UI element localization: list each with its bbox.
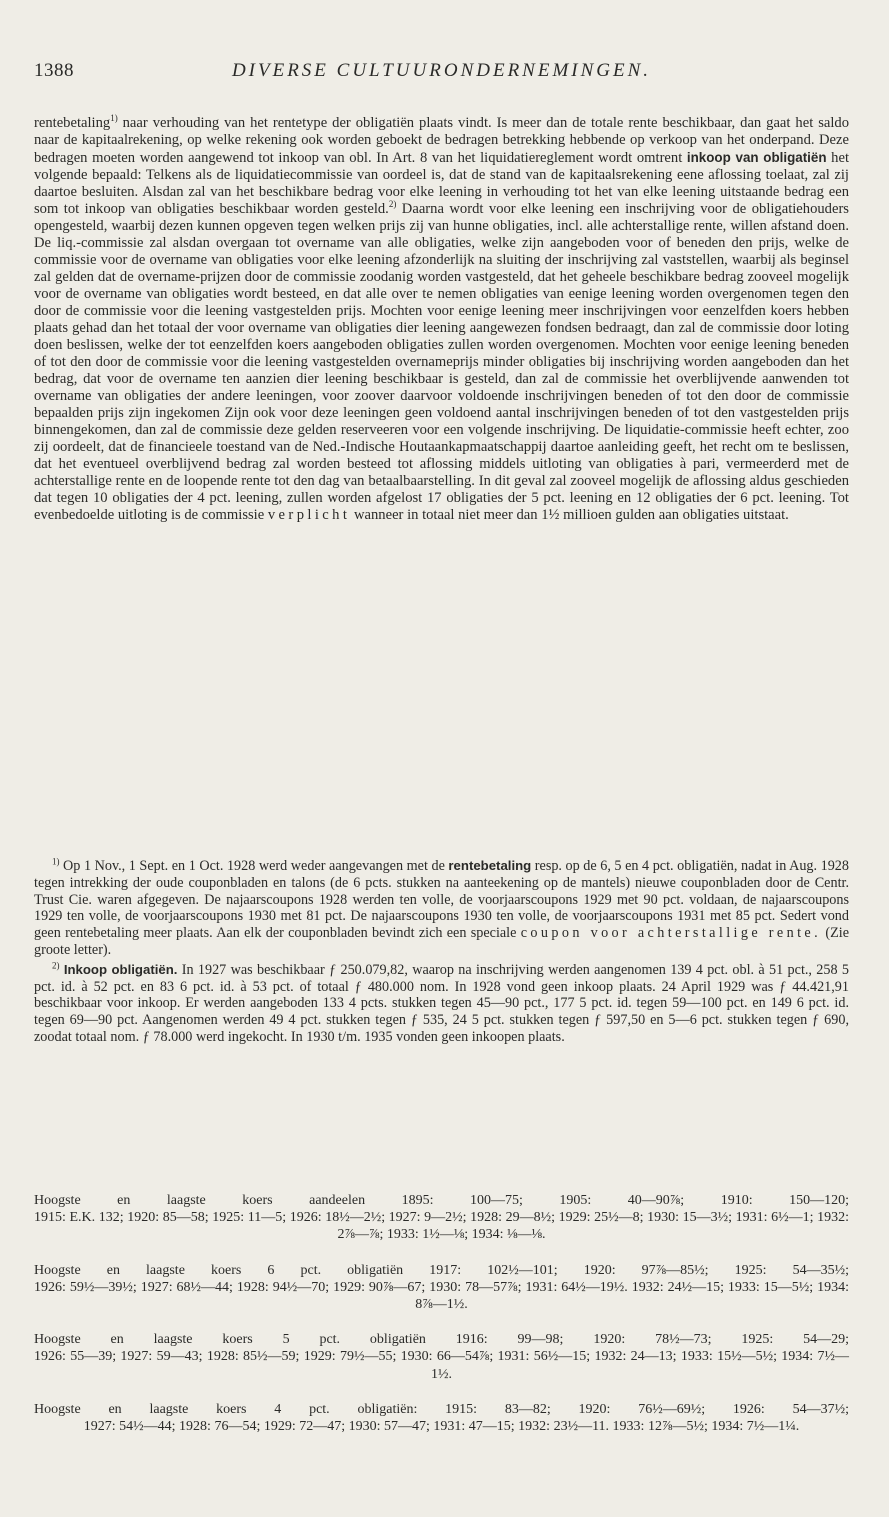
footnote-ref-2: 2) [388, 199, 397, 210]
quote-5pct [34, 1331, 849, 1383]
body-text-2: naar verhouding van het rentetype der obligatiën plaats vindt. Is meer dan de totale rente beschikbaar, dan gaat het saldo naar de kapitaalrekening, op welke rekening ook worden geboekt de bedragen betrekking hebbende op verkoop van het onderpand. Deze bedragen moeten worden aangewend tot inkoop van obl. In Art. 8 van het liquidatiereglement wordt omtrent [34, 115, 849, 166]
quote-6pct-lead: Hoogste en laagste koers 6 pct. obligatiën 1917: 102½—101; 1920: 97⅞—85½; 1925: 54—35½; [34, 1262, 849, 1278]
body-text-5: wanneer in totaal niet meer dan 1½ millioen gulden aan obligaties uitstaat. [350, 507, 789, 523]
footnote-2 [34, 962, 849, 1046]
spaced-word-verplicht: verplicht [267, 507, 351, 523]
quote-6pct-rest: 1926: 59½—39½; 1927: 68½—44; 1928: 94½—70; 1929: 90⅞—67; 1930: 78—57⅞; 1931: 64½—19½. 1932: 24½—15; 1933: 15—5½; 1934: 8⅞—1½. [34, 1279, 849, 1313]
bold-term-inkoop: inkoop van obligatiën [686, 150, 827, 165]
body-text-3: het volgende bepaald: Telkens als de liquidatiecommissie van oordeel is, dat de stand van de kapitaalsrekening eene aflossing toelaat, zal zij daartoe besluiten. Alsdan zal van het beschikbare bedrag voor elke leening in verhouding tot het van elke leening uitstaande bedrag een som tot inkoop van obligaties beschikbaar worden gesteld. [34, 150, 849, 217]
quote-aandeelen-lead: Hoogste en laagste koers aandeelen 1895: 100—75; 1905: 40—90⅞; 1910: 150—120; [34, 1193, 849, 1208]
footnotes [34, 858, 849, 1049]
footnote-1-text-b: resp. op de 6, 5 en 4 pct. obligatiën, nadat in Aug. 1928 tegen intrekking der oude couponbladen en talons (de 6 pcts. stukken na aanteekening op de mantels) nieuwe couponbladen door de Centr. Trust Cie. waren afgegeven. De najaarscoupons 1928 werden ten volle, de voorjaarscoupons 1929 met 90 pct. voldaan, de najaarscoupons 1929 ten volle, de voorjaarscoupons 1930 met 81 pct. De najaarscoupons 1930 ten volle, de voorjaarscoupons 1931 met 85 pct. Sedert vond geen rentebetaling meer plaats. Aan elk der couponbladen bevindt zich een speciale [34, 858, 849, 942]
quote-aandeelen [34, 1192, 849, 1244]
footnote-2-text: In 1927 was beschikbaar ƒ 250.079,82, waarop na inschrijving werden aangenomen 139 4 pct. obl. à 51 pct., 258 5 pct. id. à 52 pct. en 83 6 pct. id. à 53 pct. of totaal ƒ 480.000 nom. In 1928 vond geen inkoop plaats. 24 April 1929 was ƒ 44.421,91 beschikbaar voor inkoop. Er werden aangeboden 133 4 pcts. stukken tegen 45—90 pct., 177 5 pct. id. tegen 59—100 pct. en 149 6 pct. id. tegen 69—90 pct. Aangenomen werden 49 4 pct. stukken tegen ƒ 535, 24 5 pct. stukken tegen ƒ 597,50 en 5—6 pct. stukken tegen ƒ 690, zoodat totaal nom. ƒ 78.000 werd ingekocht. In 1930 t/m. 1935 vonden geen inkoopen plaats. [34, 961, 850, 1045]
footnote-2-bold: Inkoop obligatiën. [63, 961, 178, 977]
quote-5pct-rest: 1926: 55—39; 1927: 59—43; 1928: 85½—59; 1929: 79½—55; 1930: 66—54⅞; 1931: 56½—15; 1932: 24—13; 1933: 15½—5½; 1934: 7½—1½. [34, 1349, 849, 1382]
footnote-1 [34, 858, 849, 959]
body-text-4: Daarna wordt voor elke leening een inschrijving voor de obligatiehouders opengesteld, waarbij dezen kunnen opgeven tegen welken prijs zij van hunne obligaties, incl. alle achterstallige rente, willen afstand doen. De liq.-commissie zal alsdan overgaan tot overname van alle obligaties, welke zijn aangeboden voor of beneden den prijs, welke de commissie voor de overname van obligaties voor elke leening afzonderlijk na sluiting der inschrijving zal vaststellen, waarbij als beginsel zal gelden dat de overname-prijzen door de commissie zoodanig worden vastgesteld, dat het geheele beschikbare bedrag zooveel mogelijk voor de overname van obligaties wordt besteed, en dat alle over te nemen obligaties van eenige leening worden overgenomen tegen den door de commissie voor die leening vastgestelden prijs. Mochten voor eenige leening meer inschrijvingen voor eenzelfden koers hebben plaats gehad dan het totaal der voor overname van obligaties dier leening aangewezen fondsen bedraagt, dan zal de commissie door loting doen beslissen, welke der tot eenzelfden koers aangeboden obligaties zullen worden overgenomen. Mochten voor eenige leening beneden of tot den door de commissie voor die leening vastgestelden overnameprijs minder obligaties bij inschrijving worden aangeboden dan het bedrag, dat voor de overname ten aanzien dier leening beschikbaar is gesteld, dan zal de commissie het overblijvende aanwenden tot overname van obligaties der andere leeningen, voor zoover daarvoor voldoende inschrijvingen beneden of tot den door de commissie bepaalden prijs zijn ingekomen Zijn ook voor deze leeningen geen voldoend aantal inschrijvingen beneden of tot den vastgestelden prijs binnengekomen, dan zal de commissie deze gelden reserveeren voor een volgende inschrijving. De liquidatie-commissie heeft echter, zoo zij oordeelt, dat de financieele toestand van de Ned.-Indische Houtaankapmaatschappij daartoe aanleiding geeft, het recht om te beslissen, dat het eventueel overblijvend bedrag zal worden besteed tot aflossing middels uitloting van obligaties à pari, vermeerderd met de achterstallige rente en de loopende rente tot den dag van betaalbaarstelling. In dit geval zal zooveel mogelijk de aflossing aldus geschieden dat tegen 10 obligaties der 4 pct. leening, zullen worden afgelost 17 obligaties der 5 pct. leening en 12 obligaties der 6 pct. leening. Tot evenbedoelde uitloting is de commissie [34, 201, 849, 523]
footnote-1-bold: rentebetaling [448, 858, 532, 873]
main-paragraph [34, 115, 849, 524]
quote-aandeelen-rest: 1915: E.K. 132; 1920: 85—58; 1925: 11—5; 1926: 18½—2½; 1927: 9—2½; 1928: 29—8½; 1929: 25½—8; 1930: 15—3½; 1931: 6½—1; 1932: 2⅞—⅞; 1933: 1½—⅛; 1934: ⅛—⅛. [34, 1210, 849, 1243]
quote-6pct [34, 1262, 849, 1314]
footnote-ref-1: 1) [110, 113, 118, 124]
quote-4pct-rest: 1927: 54½—44; 1928: 76—54; 1929: 72—47; 1930: 57—47; 1931: 47—15; 1932: 23½—11. 1933: 12⅞—5½; 1934: 7½—1¼. [83, 1419, 800, 1435]
running-title: DIVERSE CULTUURONDERNEMINGEN. [231, 60, 652, 81]
quote-4pct [34, 1401, 849, 1435]
footnote-1-text-a: Op 1 Nov., 1 Sept. en 1 Oct. 1928 werd weder aangevangen met de [59, 858, 449, 874]
footnote-1-mark: 1) [52, 856, 60, 867]
footnote-1-spaced: coupon voor achterstallige rente. [520, 925, 822, 942]
page-number: 1388 [34, 60, 74, 81]
body-text-1: rentebetaling [34, 115, 111, 131]
quote-4pct-lead: Hoogste en laagste koers 4 pct. obligatiën: 1915: 83—82; 1920: 76½—69½; 1926: 54—37½; [34, 1401, 849, 1417]
footnote-2-mark: 2) [52, 960, 60, 971]
page-header [34, 60, 849, 90]
footnote-1-text-c: (Zie groote letter). [34, 925, 849, 958]
quote-5pct-lead: Hoogste en laagste koers 5 pct. obligatiën 1916: 99—98; 1920: 78½—73; 1925: 54—29; [34, 1332, 849, 1348]
price-quotes [34, 1192, 849, 1453]
